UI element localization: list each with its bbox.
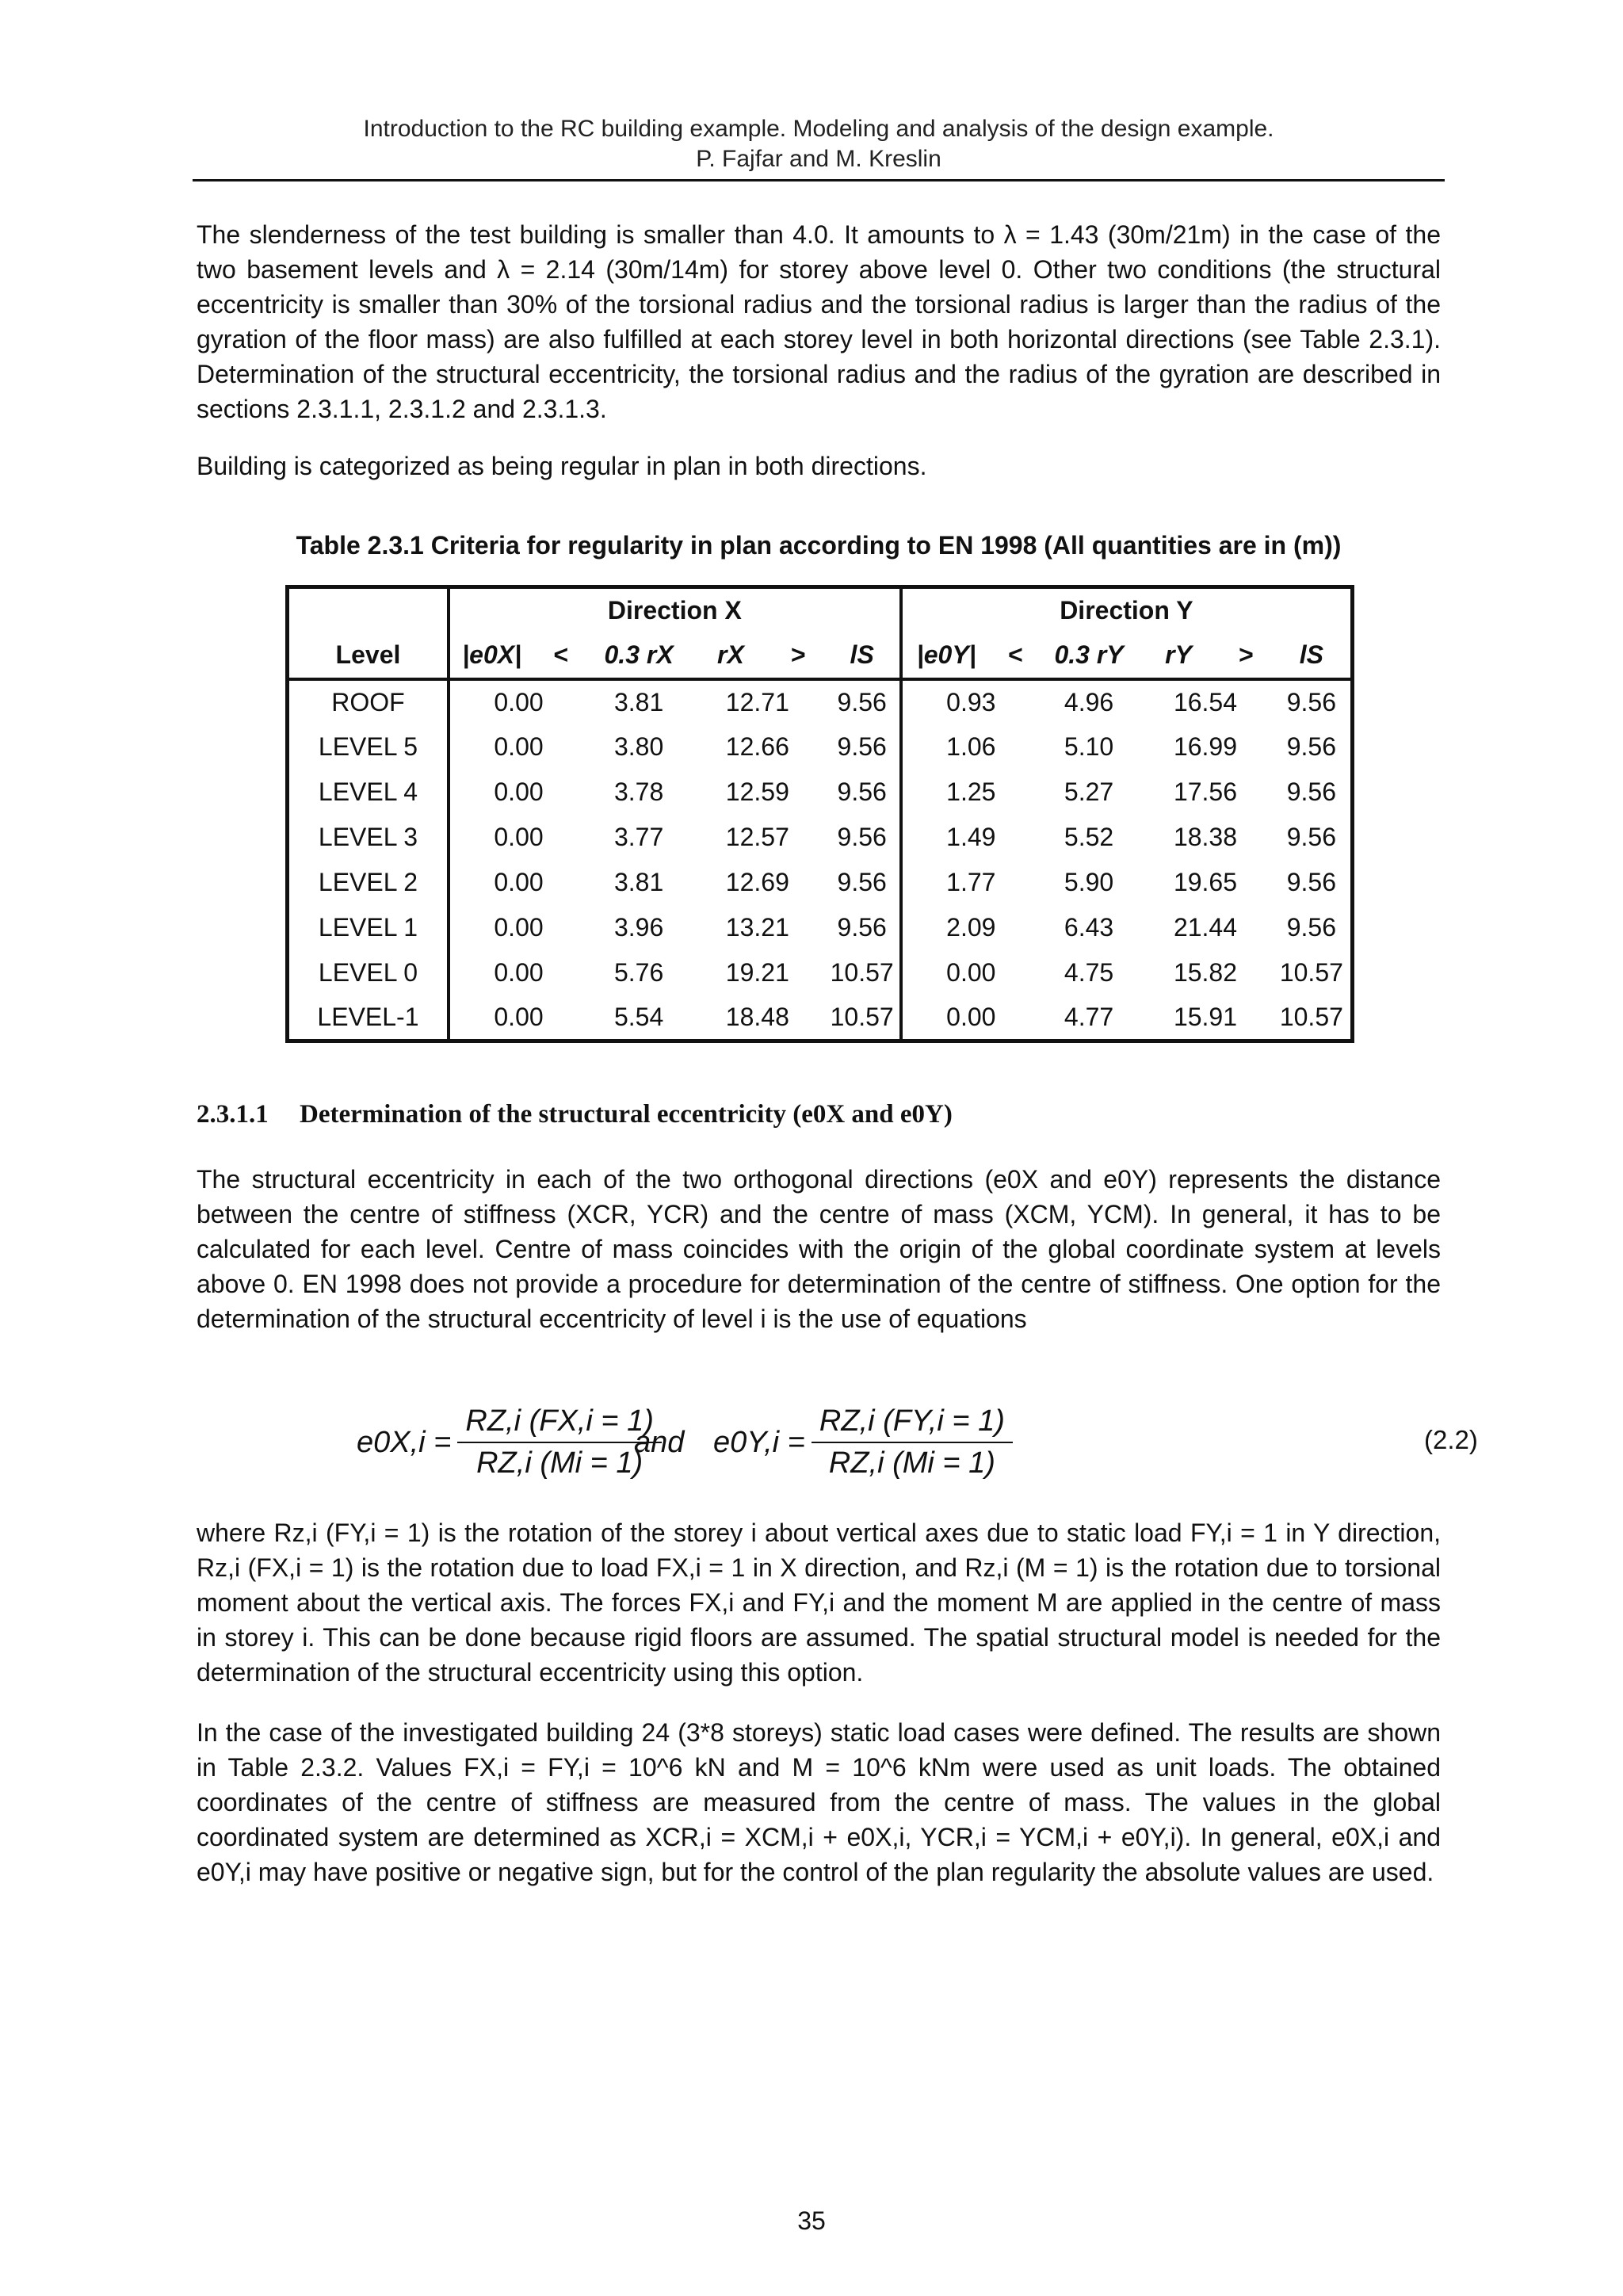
- level-column-header: Level: [288, 633, 449, 679]
- ry-cell: 19.65: [1173, 868, 1238, 897]
- lt-x-header: <: [533, 633, 587, 679]
- table-row: [288, 815, 1353, 860]
- equation-left-lhs: e0X,i =: [357, 1425, 452, 1459]
- ls-y-cell: 9.56: [1286, 913, 1337, 942]
- ls-x-cell: 10.57: [825, 950, 901, 995]
- equation-2-2: [349, 1395, 1478, 1490]
- rx-cell: 19.21: [725, 958, 789, 988]
- ls-x-cell: 9.56: [825, 679, 901, 724]
- table-row: [288, 679, 1353, 724]
- 03rx-cell: 5.76: [613, 958, 664, 988]
- rx-cell: 13.21: [725, 913, 789, 942]
- section-title: Determination of the structural eccentricity (e0X and e0Y): [300, 1100, 953, 1129]
- paragraph-slenderness: The slenderness of the test building is smaller than 4.0. It amounts to λ = 1.43 (30m/21m) in the case of the two basement levels and λ = 2.14 (30m/14m) for storey above level 0. Other two conditions (the structural eccentricity is smaller than 30% of the torsional radius and the torsional radius is larger than the radius of the gyration of the floor mass) are also fulfilled at each storey level in both horizontal directions (see Table 2.3.1). Determination of the structural eccentricity, the torsional radius and the radius of the gyration are described in sections 2.3.1.1, 2.3.1.2 and 2.3.1.3.: [197, 220, 1441, 423]
- 03ry-header: 0.3 rY: [1040, 633, 1138, 679]
- ry-header: rY: [1138, 633, 1219, 679]
- table-row: [288, 724, 1353, 770]
- header-title: Introduction to the RC building example. Modeling and analysis of the design example.: [363, 116, 1274, 142]
- e0y-cell: 0.00: [946, 958, 996, 988]
- table-row: [288, 770, 1353, 815]
- section-number: 2.3.1.1: [197, 1100, 269, 1129]
- e0x-cell: 0.00: [494, 958, 544, 988]
- e0x-cell: 0.00: [494, 822, 544, 851]
- ls-x-header: lS: [825, 633, 901, 679]
- level-cell: LEVEL 0: [288, 950, 449, 995]
- ls-y-cell: 9.56: [1286, 687, 1337, 716]
- rx-cell: 12.57: [725, 822, 789, 851]
- ls-y-cell: 9.56: [1286, 868, 1337, 897]
- 03ry-cell: 4.77: [1064, 1003, 1114, 1032]
- section-heading: [197, 1098, 1441, 1130]
- 03rx-cell: 3.96: [613, 913, 664, 942]
- level-header-blank: [288, 587, 449, 633]
- level-cell: ROOF: [288, 679, 449, 724]
- equation-right: [713, 1395, 1019, 1490]
- 03rx-cell: 3.81: [613, 868, 664, 897]
- regularity-criteria-table: [285, 585, 1354, 1043]
- e0x-header: |e0X|: [449, 633, 533, 679]
- 03ry-cell: 5.90: [1064, 868, 1114, 897]
- ls-x-cell: 9.56: [825, 724, 901, 770]
- e0y-header: |e0Y|: [901, 633, 991, 679]
- level-cell: LEVEL 5: [288, 724, 449, 770]
- e0y-cell: 0.00: [946, 1003, 996, 1032]
- ry-cell: 21.44: [1173, 913, 1238, 942]
- 03rx-cell: 3.77: [613, 822, 664, 851]
- rx-cell: 12.59: [725, 777, 789, 806]
- table-row: [288, 860, 1353, 905]
- ls-y-cell: 10.57: [1279, 958, 1343, 988]
- ls-y-header: lS: [1273, 633, 1353, 679]
- e0x-cell: 0.00: [494, 687, 544, 716]
- rx-cell: 12.69: [725, 868, 789, 897]
- paragraph-eccentricity-intro: The structural eccentricity in each of the two orthogonal directions (e0X and e0Y) represents the distance between the centre of stiffness (XCR, YCR) and the centre of mass (XCM, YCM). In general, it has to be calculated for each level. Centre of mass coincides with the origin of the global coordinate system at levels above 0. EN 1998 does not provide a procedure for determination of the centre of stiffness. One option for the determination of the structural eccentricity of level i is the use of equations: [197, 1165, 1441, 1333]
- table-row: [288, 950, 1353, 995]
- e0y-cell: 2.09: [946, 913, 996, 942]
- rx-header: rX: [690, 633, 771, 679]
- table-row: [288, 905, 1353, 950]
- equation-right-lhs: e0Y,i =: [713, 1425, 805, 1459]
- table-caption: Table 2.3.1 Criteria for regularity in plan according to EN 1998 (All quantities are in (m)): [296, 531, 1342, 560]
- ry-cell: 15.82: [1173, 958, 1238, 988]
- paragraph-rotation-definitions: where Rz,i (FY,i = 1) is the rotation of the storey i about vertical axes due to static load FY,i = 1 in Y direction, Rz,i (FX,i = 1) is the rotation due to load FX,i = 1 in X direction, and Rz,i (M = 1) is the rotation due to torsional moment about the vertical axis. The forces FX,i and FY,i and the moment M are applied in the centre of mass in storey i. This can be done because rigid floors are assumed. The spatial structural model is needed for the determination of the structural eccentricity using this option.: [197, 1519, 1441, 1687]
- paragraph-load-cases: In the case of the investigated building 24 (3*8 storeys) static load cases were defined. The results are shown in Table 2.3.2. Values FX,i = FY,i = 10^6 kN and M = 10^6 kNm were used as unit loads. The obtained coordinates of the centre of stiffness are measured from the centre of mass. The values in the global coordinated system are determined as XCR,i = XCM,i + e0X,i, YCR,i = YCM,i + e0Y,i). In general, e0X,i and e0Y,i may have positive or negative sign, but for the control of the plan regularity the absolute values are used.: [197, 1718, 1441, 1886]
- level-cell: LEVEL 4: [288, 770, 449, 815]
- e0x-cell: 0.00: [494, 868, 544, 897]
- equation-left-numerator: RZ,i (FX,i = 1): [457, 1404, 662, 1443]
- paragraph-regular-in-plan: Building is categorized as being regular in plan in both directions.: [197, 452, 927, 480]
- ry-cell: 15.91: [1173, 1003, 1238, 1032]
- equation-right-numerator: RZ,i (FY,i = 1): [812, 1404, 1013, 1443]
- page-header: [193, 114, 1445, 174]
- page-number: 35: [797, 2206, 826, 2235]
- ls-y-cell: 10.57: [1279, 1003, 1343, 1032]
- level-cell: LEVEL 2: [288, 860, 449, 905]
- ls-y-cell: 9.56: [1286, 822, 1337, 851]
- e0y-cell: 1.77: [946, 868, 996, 897]
- equation-right-denominator: RZ,i (Mi = 1): [828, 1446, 995, 1480]
- 03ry-cell: 4.75: [1064, 958, 1114, 988]
- gt-x-header: >: [771, 633, 825, 679]
- ls-x-cell: 10.57: [825, 995, 901, 1041]
- lt-y-header: <: [991, 633, 1040, 679]
- 03rx-cell: 5.54: [613, 1003, 664, 1032]
- table-row: [288, 995, 1353, 1041]
- e0y-cell: 1.25: [946, 777, 996, 806]
- 03rx-cell: 3.80: [613, 732, 664, 761]
- 03rx-cell: 3.81: [613, 687, 664, 716]
- ry-cell: 16.54: [1173, 687, 1238, 716]
- e0x-cell: 0.00: [494, 913, 544, 942]
- rx-cell: 12.66: [725, 732, 789, 761]
- equation-left-denominator: RZ,i (Mi = 1): [476, 1446, 643, 1480]
- header-divider: [193, 179, 1445, 181]
- rx-cell: 12.71: [725, 687, 789, 716]
- equation-label: (2.2): [1424, 1425, 1478, 1454]
- ry-cell: 17.56: [1173, 777, 1238, 806]
- gt-y-header: >: [1219, 633, 1273, 679]
- rx-cell: 18.48: [725, 1003, 789, 1032]
- ls-x-cell: 9.56: [825, 770, 901, 815]
- e0x-cell: 0.00: [494, 732, 544, 761]
- ls-x-cell: 9.56: [825, 905, 901, 950]
- ls-x-cell: 9.56: [825, 860, 901, 905]
- e0y-cell: 1.49: [946, 822, 996, 851]
- header-authors: P. Fajfar and M. Kreslin: [696, 146, 941, 172]
- equation-left-fraction: [457, 1404, 662, 1480]
- equation-and: and: [634, 1425, 685, 1459]
- 03ry-cell: 5.52: [1064, 822, 1114, 851]
- equation-right-fraction: [812, 1404, 1013, 1480]
- e0x-cell: 0.00: [494, 777, 544, 806]
- e0y-cell: 0.93: [946, 687, 996, 716]
- level-cell: LEVEL 3: [288, 815, 449, 860]
- 03rx-header: 0.3 rX: [587, 633, 690, 679]
- 03rx-cell: 3.78: [613, 777, 664, 806]
- equation-left: [357, 1395, 668, 1490]
- 03ry-cell: 6.43: [1064, 913, 1114, 942]
- ry-cell: 16.99: [1173, 732, 1238, 761]
- direction-y-header: Direction Y: [1060, 596, 1193, 625]
- ls-y-cell: 9.56: [1286, 777, 1337, 806]
- direction-x-header: Direction X: [449, 587, 901, 633]
- e0y-cell: 1.06: [946, 732, 996, 761]
- ls-x-cell: 9.56: [825, 815, 901, 860]
- ry-cell: 18.38: [1173, 822, 1238, 851]
- 03ry-cell: 5.27: [1064, 777, 1114, 806]
- level-cell: LEVEL-1: [288, 995, 449, 1041]
- e0x-cell: 0.00: [494, 1003, 544, 1032]
- level-cell: LEVEL 1: [288, 905, 449, 950]
- 03ry-cell: 5.10: [1064, 732, 1114, 761]
- ls-y-cell: 9.56: [1286, 732, 1337, 761]
- 03ry-cell: 4.96: [1064, 687, 1114, 716]
